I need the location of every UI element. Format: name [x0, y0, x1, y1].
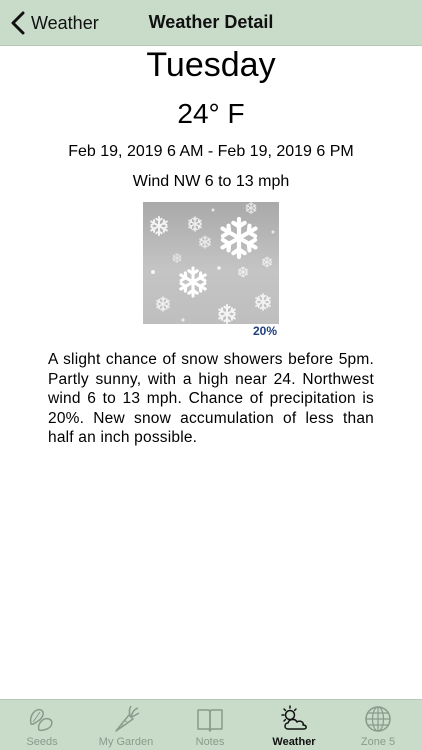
tab-label: Zone 5	[360, 736, 396, 748]
seeds-icon	[27, 704, 57, 734]
tab-notes[interactable]	[168, 700, 252, 750]
tab-zone[interactable]	[336, 700, 420, 750]
precip-chance-label: 20%	[252, 324, 277, 338]
forecast-day: Tuesday	[146, 46, 276, 84]
tab-weather[interactable]	[252, 700, 336, 750]
back-button-label: Weather	[31, 12, 99, 33]
navigation-bar	[0, 0, 422, 46]
forecast-description: A slight chance of snow showers before 5pm. Partly sunny, with a high near 24. Northwest wind 6 to 13 mph. Chance of precipitation is 20%. New snow accumulation of less than half an inch possible.	[48, 351, 374, 446]
tab-label: Seeds	[26, 736, 58, 748]
tab-label: Weather	[272, 736, 316, 748]
tab-bar	[0, 699, 422, 750]
forecast-wind: Wind NW 6 to 13 mph	[132, 173, 290, 190]
globe-icon	[363, 704, 393, 734]
book-icon	[195, 704, 225, 734]
tab-seeds[interactable]	[0, 700, 84, 750]
tab-label: Notes	[195, 736, 225, 748]
page-title: Weather Detail	[148, 12, 274, 32]
carrot-icon	[111, 704, 141, 734]
forecast-period: Feb 19, 2019 6 AM - Feb 19, 2019 6 PM	[68, 143, 354, 160]
cloud-sun-icon	[279, 704, 309, 734]
tab-my-garden[interactable]	[84, 700, 168, 750]
forecast-temperature: 24° F	[177, 98, 245, 129]
snow-forecast-image	[143, 202, 279, 338]
snowflakes-icon	[143, 202, 279, 338]
tab-label: My Garden	[98, 736, 154, 748]
